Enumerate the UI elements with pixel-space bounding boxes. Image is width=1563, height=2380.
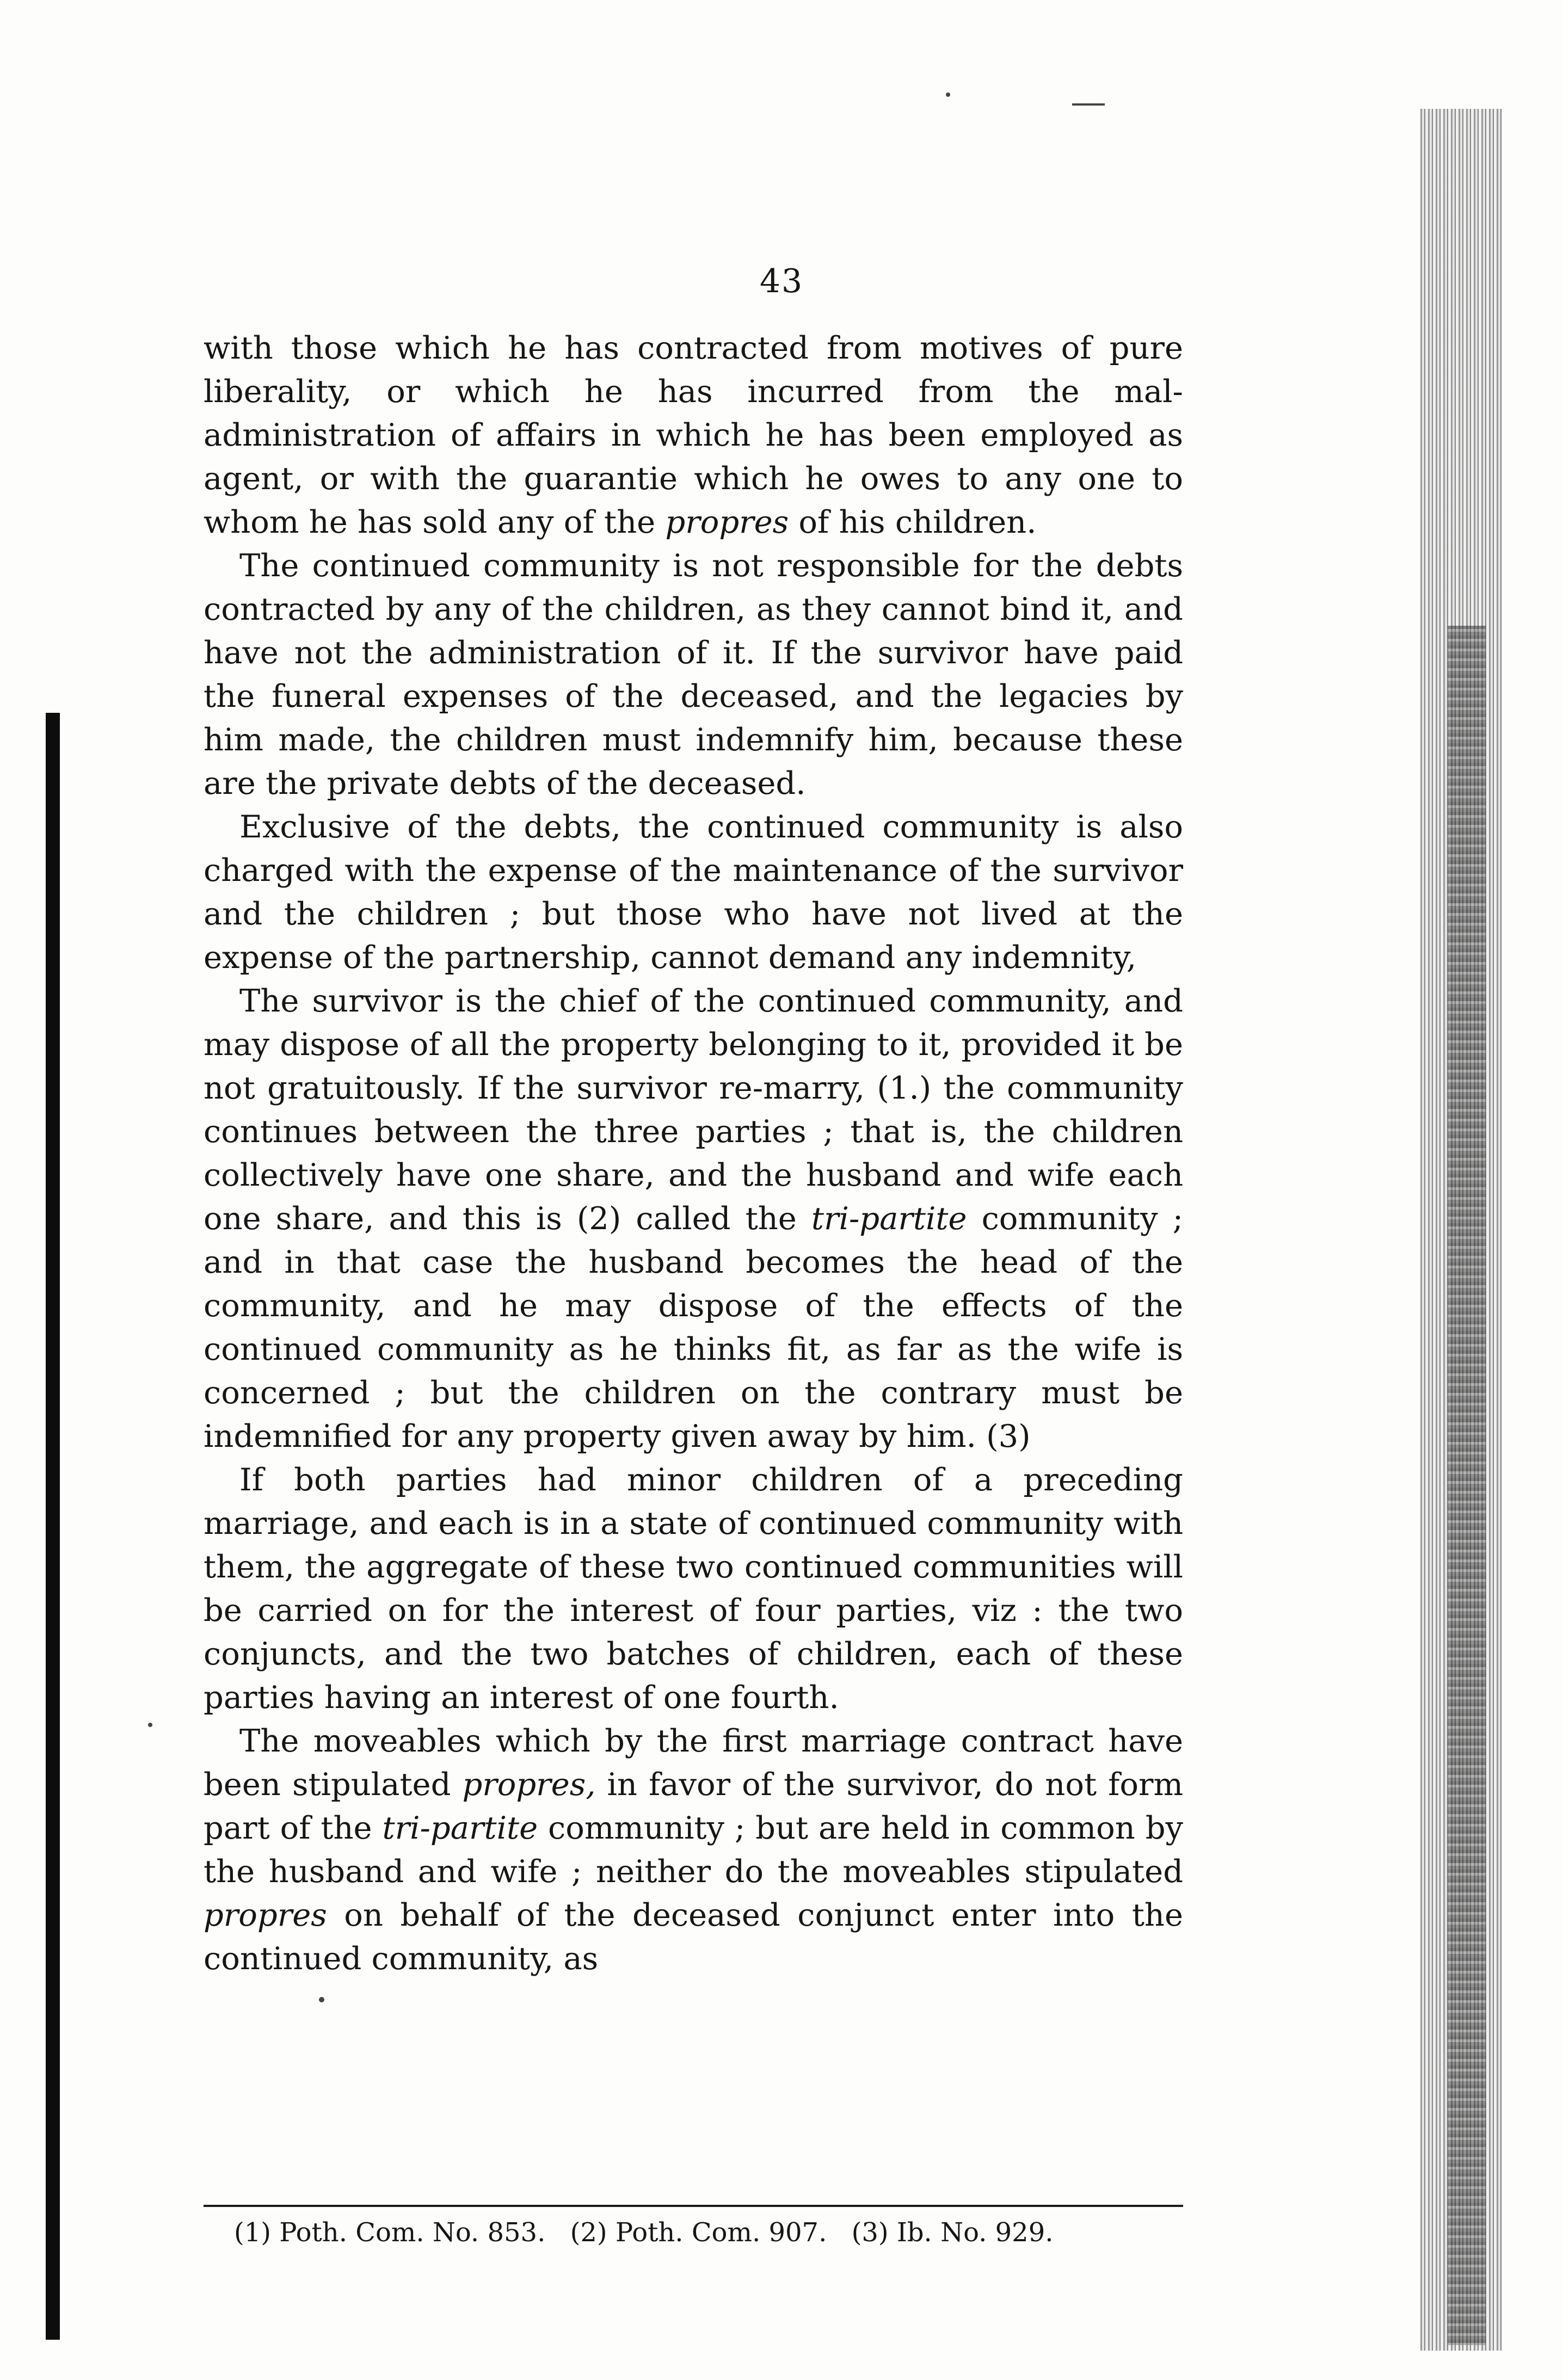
text-run: with those which he has contracted from motives of pure liberality, or which he has incurred from the mal-administration of affairs in which he has been employed as agent, or with the guarantie which he owes to any one to whom he has sold any of the — [204, 330, 1183, 540]
text-run: on behalf of the deceased conjunct enter into the continued community, as — [204, 1897, 1183, 1977]
paragraph — [204, 1719, 1183, 1981]
scan-binding-shadow — [46, 713, 60, 2340]
text-run: Exclusive of the debts, the continued community is also charged with the expense of the maintenance of the survivor and the children ; but those who have not lived at the expense of the partnership, cannot demand any indemnity, — [204, 809, 1183, 976]
body-text — [204, 326, 1183, 1981]
paragraph — [204, 544, 1183, 805]
italic-term: tri-partite — [382, 1810, 538, 1846]
paragraph — [204, 326, 1183, 544]
footnote-divider — [204, 2205, 1183, 2207]
scan-speck — [319, 1997, 324, 2002]
text-run: The continued community is not responsible for the debts contracted by any of the children, as they cannot bind it, and have not the administration of it. If the survivor have paid the funeral expenses of the deceased, and the legacies by him made, the children must indemnify him, because these are the private debts of the deceased. — [204, 547, 1183, 801]
scan-page-edge-shadow — [1448, 626, 1486, 2345]
text-run: The moveables which by the first marriage contract have been stipulated — [204, 1723, 1183, 1803]
paragraph — [204, 805, 1183, 979]
text-run: of his children. — [789, 504, 1037, 540]
text-run: in favor of the survivor, do not form part of the — [204, 1766, 1184, 1846]
footnote: (2) Poth. Com. 907. — [570, 2217, 827, 2248]
paragraph — [204, 979, 1183, 1458]
scan-speck — [148, 1723, 152, 1727]
italic-term: propres — [204, 1897, 327, 1933]
text-run: community ; but are held in common by the husband and wife ; neither do the moveables stipulated — [204, 1810, 1183, 1890]
text-run: If both parties had minor children of a preceding marriage, and each is in a state of continued community with them, the aggregate of these two continued communities will be carried on for the interest of four parties, viz : the two conjuncts, and the two batches of children, each of these parties having an interest of one fourth. — [204, 1462, 1183, 1716]
scan-speck — [946, 93, 950, 97]
footnote: (1) Poth. Com. No. 853. — [234, 2217, 546, 2248]
italic-term: propres, — [462, 1766, 596, 1803]
paragraph — [204, 1458, 1183, 1719]
text-run: community ; and in that case the husband becomes the head of the community, and he may dispose of the effects of the continued community as he thinks fit, as far as the wife is concerned ; but the children on the contrary must be indemnified for any property given away by him. (3) — [204, 1200, 1183, 1454]
page-number: 43 — [759, 262, 804, 300]
scan-speck — [1072, 103, 1105, 106]
italic-term: tri-partite — [811, 1200, 967, 1237]
text-run: The survivor is the chief of the continued community, and may dispose of all the property belonging to it, provided it be not gratuitously. If the survivor re-marry, (1.) the community continues between the three parties ; that is, the children collectively have one share, and the husband and wife each one share, and this is (2) called the — [204, 983, 1183, 1237]
italic-term: propres — [665, 504, 789, 540]
footnotes — [234, 2215, 1181, 2250]
footnote: (3) Ib. No. 929. — [851, 2217, 1054, 2248]
